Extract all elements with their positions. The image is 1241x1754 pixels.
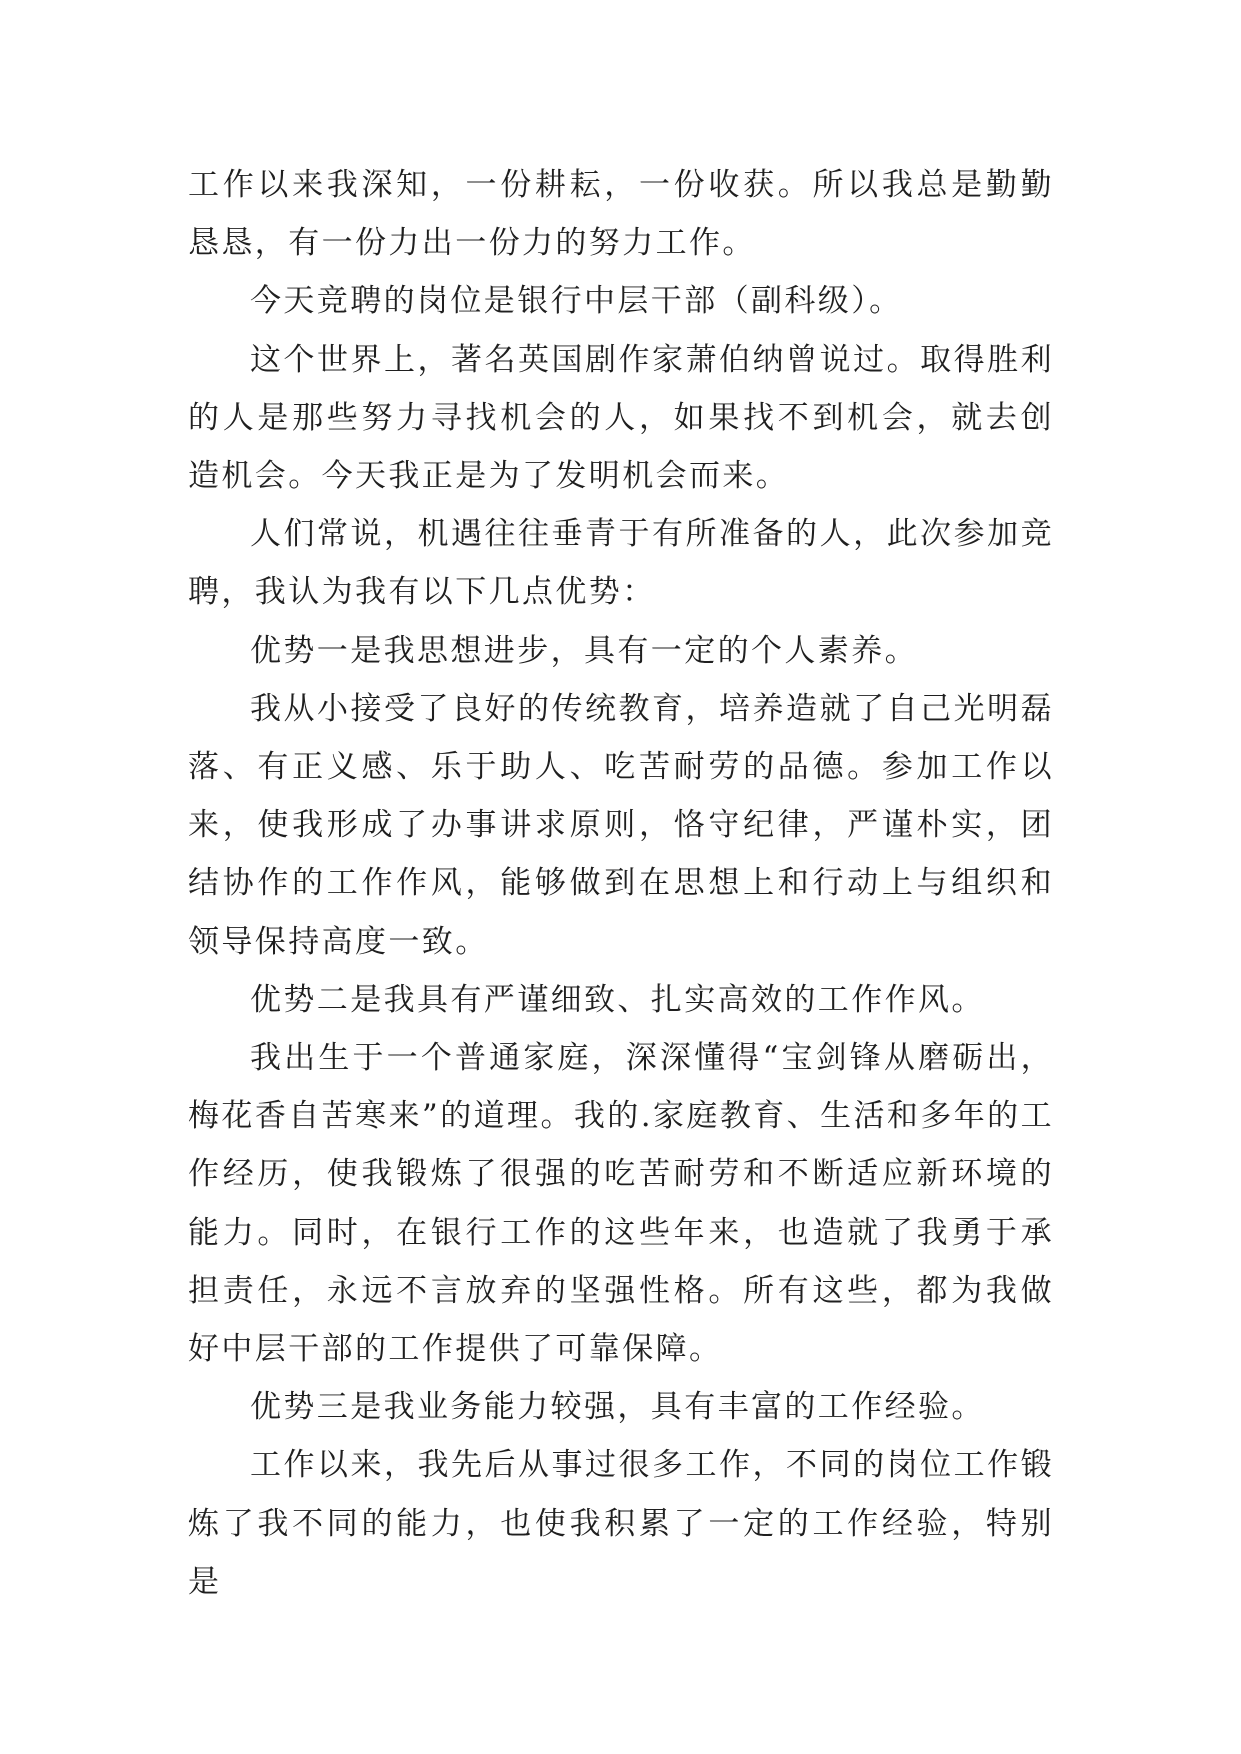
paragraph-4: 人们常说，机遇往往垂青于有所准备的人，此次参加竞聘，我认为我有以下几点优势： xyxy=(188,516,1054,611)
paragraph-7: 优势二是我具有严谨细致、扎实高效的工作作风。 xyxy=(250,981,985,1018)
paragraph-6: 我从小接受了良好的传统教育，培养造就了自己光明磊落、有正义感、乐于助人、吃苦耐劳的品德。参加工作以来，使我形成了办事讲求原则，恪守纪律，严谨朴实，团结协作的工作作风，能够做到在思想上和行动上与组织和领导保持高度一致。 xyxy=(188,690,1054,960)
paragraph-9: 优势三是我业务能力较强，具有丰富的工作经验。 xyxy=(250,1389,985,1426)
paragraph-5: 优势一是我思想进步，具有一定的个人素养。 xyxy=(250,632,918,669)
document-body xyxy=(188,156,1054,1611)
paragraph-2: 今天竞聘的岗位是银行中层干部（副科级）。 xyxy=(250,283,903,320)
paragraph-1: 工作以来我深知，一份耕耘，一份收获。所以我总是勤勤恳恳，有一份力出一份力的努力工作。 xyxy=(188,167,1054,262)
paragraph-8: 我出生于一个普通家庭，深深懂得“宝剑锋从磨砺出，梅花香自苦寒来”的道理。我的.家庭教育、生活和多年的工作经历，使我锻炼了很强的吃苦耐劳和不断适应新环境的能力。同时，在银行工作的这些年来，也造就了我勇于承担责任，永远不言放弃的坚强性格。所有这些，都为我做好中层干部的工作提供了可靠保障。 xyxy=(188,1040,1054,1368)
paragraph-3: 这个世界上，著名英国剧作家萧伯纳曾说过。取得胜利的人是那些努力寻找机会的人，如果找不到机会，就去创造机会。今天我正是为了发明机会而来。 xyxy=(188,341,1054,495)
paragraph-10: 工作以来，我先后从事过很多工作，不同的岗位工作锻炼了我不同的能力，也使我积累了一定的工作经验，特别是 xyxy=(188,1447,1054,1600)
